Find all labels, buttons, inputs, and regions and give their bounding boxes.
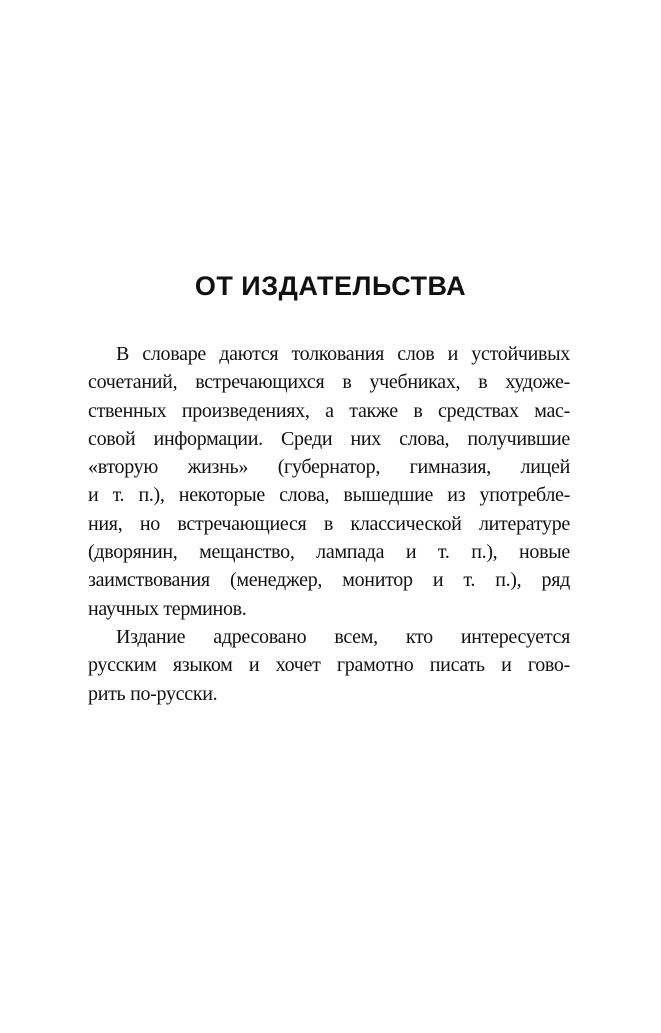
body-text xyxy=(88,340,570,708)
text-line: ственных произведениях, а также в средствах мас- xyxy=(88,399,570,422)
text-line: ния, но встречающиеся в классической литературе xyxy=(88,512,570,535)
paragraph-2 xyxy=(88,623,570,708)
text-line: сочетаний, встречающихся в учебниках, в художе- xyxy=(88,371,570,394)
text-line: «вторую жизнь» (губернатор, гимназия, лицей xyxy=(88,456,570,479)
page-heading: ОТ ИЗДАТЕЛЬСТВА xyxy=(194,271,467,301)
text-line: русским языком и хочет грамотно писать и гово- xyxy=(88,654,570,677)
text-line: и т. п.), некоторые слова, вышедшие из употребле- xyxy=(88,484,570,507)
text-line: рить по-русски. xyxy=(88,682,218,705)
text-line: В словаре даются толкования слов и устойчивых xyxy=(116,343,570,365)
text-line: Издание адресовано всем, кто интересуется xyxy=(116,625,570,648)
text-line: заимствования (менеджер, монитор и т. п.), ряд xyxy=(88,569,570,592)
text-line: научных терминов. xyxy=(88,597,247,620)
text-line: совой информации. Среди них слова, получившие xyxy=(88,427,570,450)
text-line: (дворянин, мещанство, лампада и т. п.), новые xyxy=(88,541,570,564)
paragraph-1 xyxy=(88,340,570,623)
